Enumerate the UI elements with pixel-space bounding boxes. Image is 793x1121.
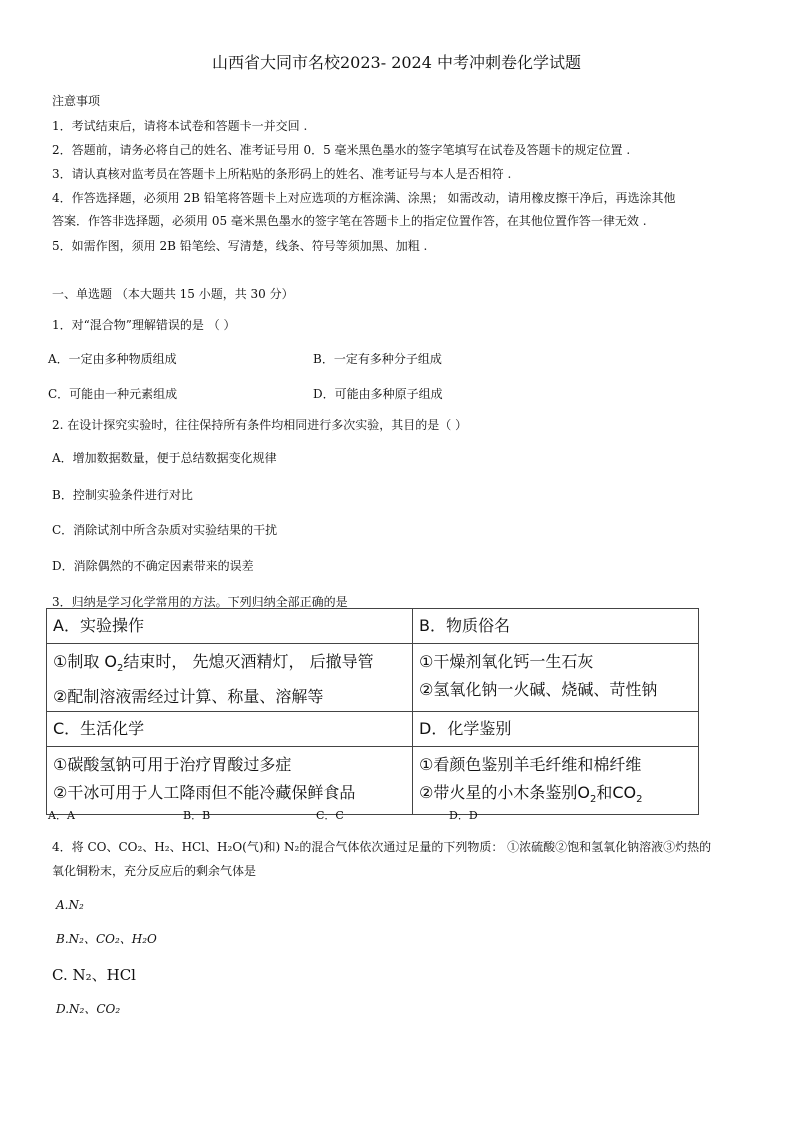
question-3-option-a[interactable]: A．A [48,809,75,822]
table-cell-c-head: C．生活化学 [47,712,413,747]
notice-item: 1．考试结束后，请将本试卷和答题卡一并交回 . [52,119,308,133]
question-2-option-a[interactable]: A．增加数据数量，便于总结数据变化规律 [52,451,277,465]
question-4-option-c[interactable]: C. N₂、HCl [52,966,136,984]
notice-item: 答案．作答非选择题，必须用 05 毫米黑色墨水的签字笔在答题卡上的指定位置作答，在其他位置作答一律无效 . [52,214,647,228]
table-cell-a-body [47,644,413,712]
question-2-stem: 2. 在设计探究实验时，往往保持所有条件均相同进行多次实验，其目的是（ ） [52,418,468,432]
notice-heading: 注意事项 [52,94,101,108]
question-3-option-b[interactable]: B．B [183,809,211,822]
question-4-option-a[interactable]: A.N₂ [56,898,84,912]
notice-item: 4．作答选择题，必须用 2B 铅笔将答题卡上对应选项的方框涂满、涂黑； 如需改动，请用橡皮擦干净后，再选涂其他 [52,191,676,205]
page-title: 山西省大同市名校2023- 2024 中考冲刺卷化学试题 [211,53,582,72]
question-2-option-d[interactable]: D．消除偶然的不确定因素带来的误差 [52,559,254,573]
question-3-stem: 3．归纳是学习化学常用的方法。下列归纳全部正确的是 [52,595,348,609]
question-1-option-a[interactable]: A．一定由多种物质组成 [48,352,177,366]
question-1-stem: 1．对“混合物”理解错误的是 （ ） [52,318,236,332]
question-4-stem-line2: 氧化铜粉末，充分反应后的剩余气体是 [52,864,257,878]
table-line: ①制取 $O_2$结束时， 先熄灭酒精灯， 后撤导管 [53,652,374,675]
question-4-option-d[interactable]: D.N₂、CO₂ [56,1002,121,1016]
table-cell-a-head: A．实验操作 [47,609,413,644]
notice-item: 3．请认真核对监考员在答题卡上所粘贴的条形码上的姓名、准考证号与本人是否相符 . [52,167,512,181]
question-4-option-b[interactable]: B.N₂、CO₂、H₂O [56,932,157,946]
table-cell-d-body [413,747,699,815]
table-line: ①看颜色鉴别羊毛纤维和棉纤维 [419,755,642,775]
table-cell-b-head: B．物质俗名 [413,609,699,644]
question-1-option-d[interactable]: D．可能由多种原子组成 [313,387,443,401]
table-line: ②带火星的小木条鉴别$O_2$和$CO_2$ [419,783,643,806]
section-heading: 一、单选题 （本大题共 15 小题，共 30 分） [52,287,294,301]
notice-item: 5．如需作图，须用 2B 铅笔绘、写清楚，线条、符号等须加黑、加粗 . [52,239,428,253]
question-1-option-b[interactable]: B．一定有多种分子组成 [313,352,442,366]
table-cell-d-head: D．化学鉴别 [413,712,699,747]
table-line: ②干冰可用于人工降雨但不能冷藏保鲜食品 [53,783,356,803]
question-4-stem-line1: 4．将 CO、CO₂、H₂、HCl、H₂O(气)和) N₂的混合气体依次通过足量的下列物质： ①浓硫酸②饱和氢氧化钠溶液③灼热的 [52,840,712,854]
question-3-option-d[interactable]: D．D [449,809,478,822]
table-cell-b-body [413,644,699,712]
notice-item: 2．答题前，请务必将自己的姓名、准考证号用 0．5 毫米黑色墨水的签字笔填写在试卷及答题卡的规定位置 . [52,143,631,157]
question-1-option-c[interactable]: C．可能由一种元素组成 [48,387,178,401]
table-cell-c-body [47,747,413,815]
question-2-option-c[interactable]: C．消除试剂中所含杂质对实验结果的干扰 [52,523,278,537]
table-line: ②氢氧化钠一火碱、烧碱、苛性钠 [419,680,658,699]
question-2-option-b[interactable]: B．控制实验条件进行对比 [52,488,193,502]
question-3-table [46,608,699,815]
question-3-option-c[interactable]: C．C [316,809,344,822]
table-line: ①碳酸氢钠可用于治疗胃酸过多症 [53,755,292,775]
table-line: ②配制溶液需经过计算、称量、溶解等 [53,687,324,707]
table-line: ①干燥剂氧化钙一生石灰 [419,652,594,671]
